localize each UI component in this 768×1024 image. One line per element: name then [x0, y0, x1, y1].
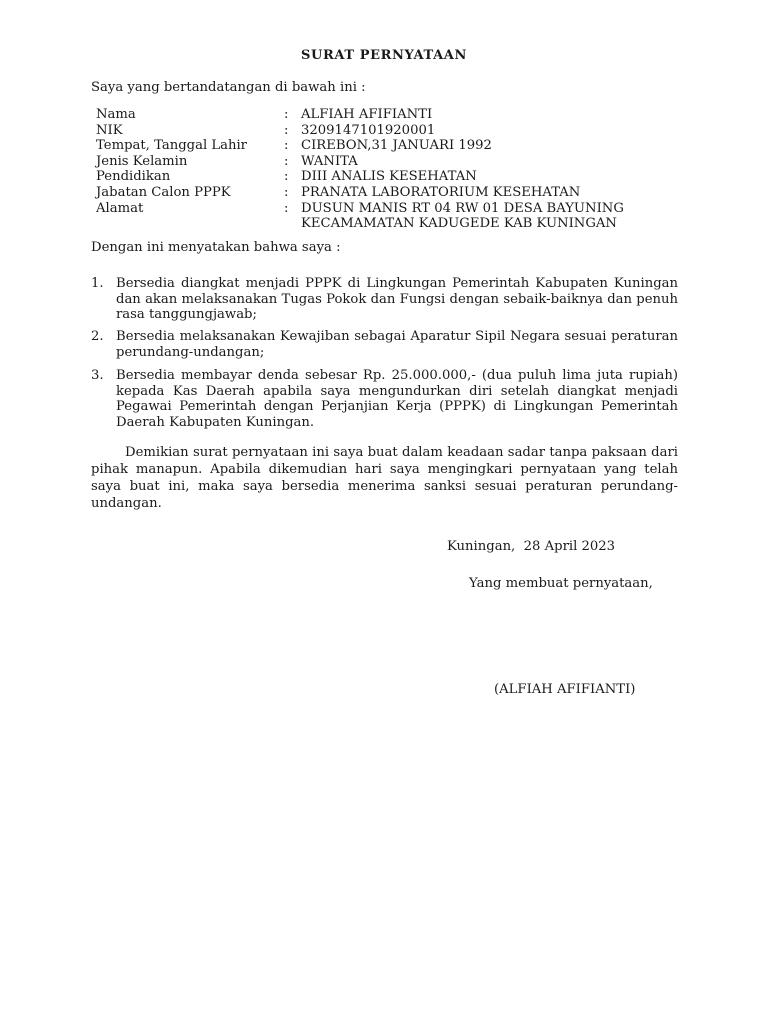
- identity-value: PRANATA LABORATORIUM KESEHATAN: [301, 184, 581, 200]
- identity-row-address: [96, 201, 666, 232]
- intro-text: Saya yang bertandatangan di bawah ini :: [91, 80, 366, 95]
- identity-table: [96, 107, 666, 232]
- identity-value: WANITA: [301, 153, 358, 169]
- identity-value: DIII ANALIS KESEHATAN: [301, 169, 477, 185]
- identity-row-nik: [96, 123, 666, 139]
- statement-text: Bersedia melaksanakan Kewajiban sebagai Aparatur Sipil Negara sesuai peraturan perundang-undangan;: [116, 329, 678, 360]
- identity-separator: :: [284, 107, 289, 122]
- statement-number: 2.: [91, 329, 104, 344]
- identity-value: ALFIAH AFIFIANTI: [301, 107, 433, 122]
- identity-label: Nama: [96, 107, 136, 122]
- statement-number: 3.: [91, 368, 104, 383]
- identity-label: Jabatan Calon PPPK: [96, 184, 231, 200]
- identity-row-gender: [96, 154, 666, 170]
- identity-separator: :: [284, 153, 289, 169]
- statement-number: 1.: [91, 276, 104, 291]
- statement-item: [91, 368, 678, 430]
- identity-row-birth: [96, 138, 666, 154]
- identity-label: Alamat: [96, 200, 144, 216]
- identity-value: 3209147101920001: [301, 122, 436, 138]
- closing-paragraph: Demikian surat pernyataan ini saya buat dalam keadaan sadar tanpa paksaan dari pihak manapun. Apabila dikemudian hari saya mengingkari pernyataan yang telah saya buat ini, maka saya bersedia menerima sanksi sesuai peraturan perundang-undangan.: [91, 445, 678, 511]
- statement-item: [91, 329, 678, 360]
- statement-text: Bersedia diangkat menjadi PPPK di Lingkungan Pemerintah Kabupaten Kuningan dan akan melaksanakan Tugas Pokok dan Fungsi dengan sebaik-baiknya dan penuh rasa tanggungjawab;: [116, 276, 678, 323]
- place-date: Kuningan, 28 April 2023: [447, 539, 616, 554]
- identity-separator: :: [284, 138, 289, 154]
- identity-label: NIK: [96, 122, 123, 138]
- identity-label: Pendidikan: [96, 169, 171, 185]
- identity-separator: :: [284, 184, 289, 200]
- statement-item: [91, 276, 678, 323]
- identity-value: CIREBON,31 JANUARI 1992: [301, 138, 492, 154]
- signature-label: Yang membuat pernyataan,: [469, 576, 653, 591]
- identity-separator: :: [284, 200, 289, 216]
- identity-label: Tempat, Tanggal Lahir: [96, 138, 247, 154]
- identity-label: Jenis Kelamin: [96, 153, 188, 169]
- identity-row-position: [96, 185, 666, 201]
- document-title: SURAT PERNYATAAN: [301, 48, 467, 63]
- identity-row-name: [96, 107, 666, 123]
- signer-name: (ALFIAH AFIFIANTI): [494, 682, 636, 697]
- identity-separator: :: [284, 122, 289, 138]
- identity-separator: :: [284, 169, 289, 185]
- declaration-intro: Dengan ini menyatakan bahwa saya :: [91, 240, 341, 255]
- identity-value: DUSUN MANIS RT 04 RW 01 DESA BAYUNING KECAMAMATAN KADUGEDE KAB KUNINGAN: [301, 200, 624, 232]
- identity-row-education: [96, 169, 666, 185]
- statement-text: Bersedia membayar denda sebesar Rp. 25.000.000,- (dua puluh lima juta rupiah) kepada Kas Daerah apabila saya mengundurkan diri setelah diangkat menjadi Pegawai Pemerintah dengan Perjanjian Kerja (PPPK) di Lingkungan Pemerintah Daerah Kabupaten Kuningan.: [116, 368, 678, 430]
